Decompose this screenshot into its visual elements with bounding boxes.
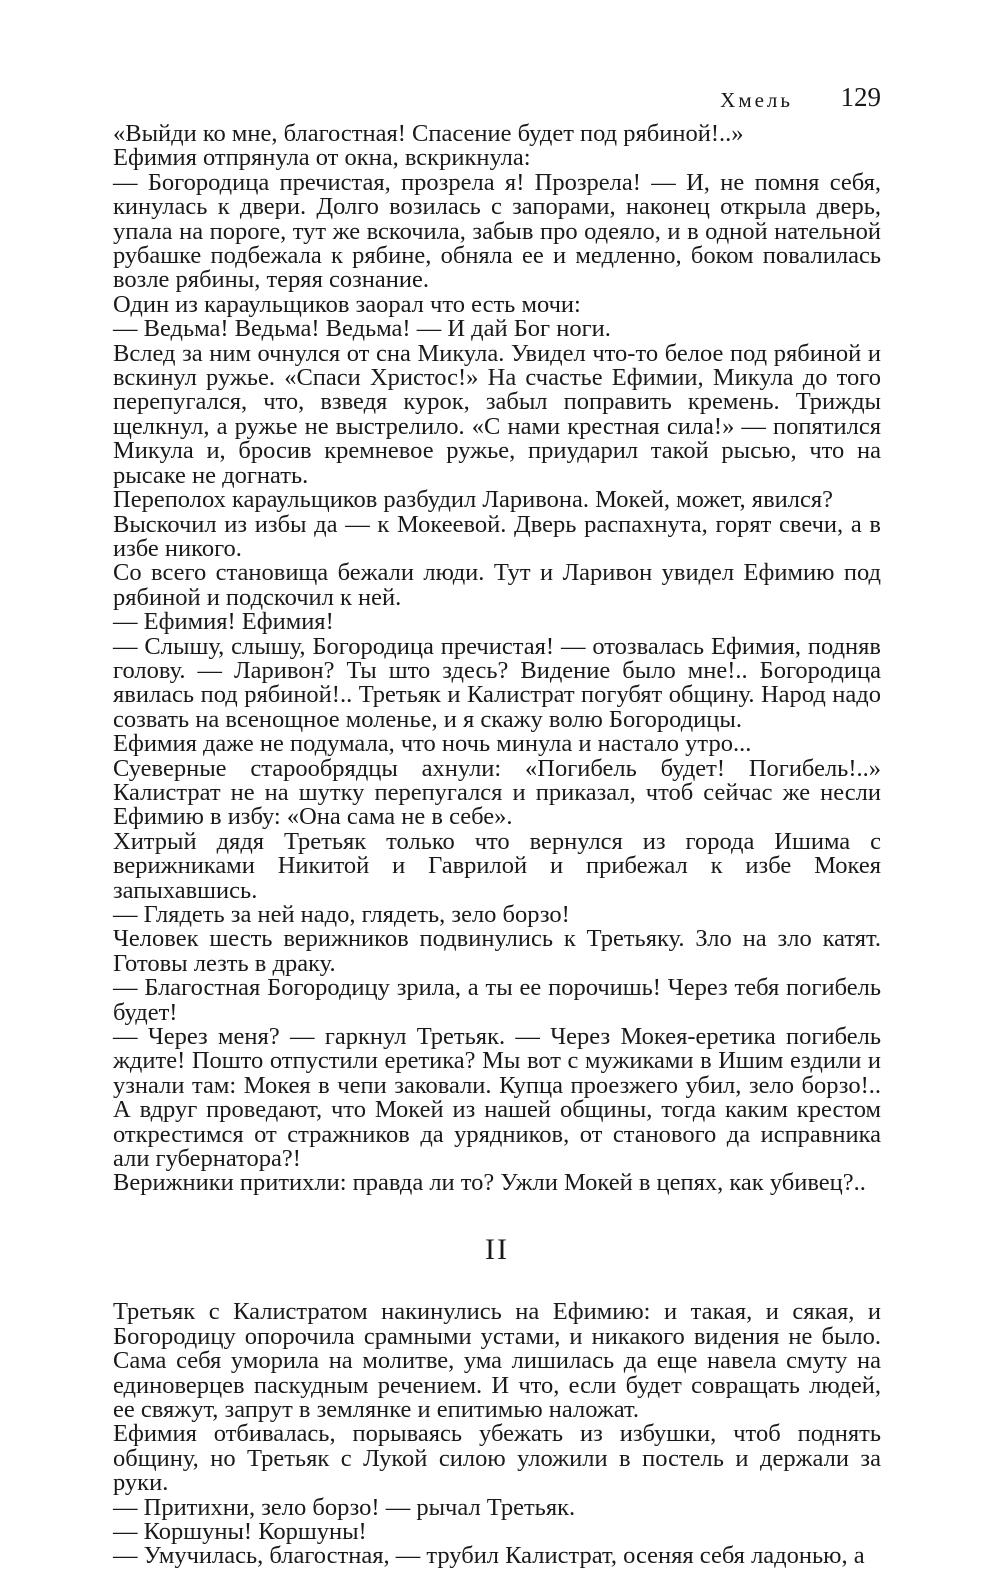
paragraph: Один из караульщиков заорал что есть мочи: [113,290,581,318]
paragraph: Ефимия отпрянула от окна, вскрикнула: [113,144,531,172]
paragraph: Человек шесть верижников подвинулись к Третьяку. Зло на зло катят. Готовы лезть в драку. [113,925,881,977]
paragraph: — Слышу, слышу, Богородица пречистая! — отозвалась Ефимия, подняв голову. — Ларивон? Ты што здесь? Видение было мне!.. Богородица явилась под рябиной!.. Третьяк и Калистрат погубят общину. Народ надо созвать на всенощное моленье, и я скажу волю Богородицы. [113,632,881,733]
book-page [113,82,881,1569]
paragraph: Переполох караульщиков разбудил Ларивона. Мокей, может, явился? [113,486,833,514]
paragraph: — Коршуны! Коршуны! [113,1517,367,1545]
page-number: 129 [840,82,881,112]
paragraph: Со всего становища бежали люди. Тут и Ларивон увидел Ефимию под рябиной и подскочил к ней. [113,559,881,611]
paragraph: «Выйди ко мне, благостная! Спасение будет под рябиной!..» [113,120,744,147]
paragraph: — Умучилась, благостная, — трубил Калистрат, осеняя себя ладонью, а [113,1542,865,1569]
paragraph: — Ведьма! Ведьма! Ведьма! — И дай Бог ноги. [113,315,611,343]
paragraph: — Притихни, зело борзо! — рычал Третьяк. [113,1493,576,1521]
paragraph: Ефимия даже не подумала, что ночь минула и настало утро... [113,730,752,758]
paragraph: Хитрый дядя Третьяк только что вернулся из города Ишима с верижниками Никитой и Гаврилой и прибежал к избе Мокея запыхавшись. [113,827,881,904]
paragraph: Третьяк с Калистратом накинулись на Ефимию: и такая, и сякая, и Богородицу опорочила срамными устами, и никакого видения не было. Сама себя уморила на молитве, ума лишилась да еще навела смуту на единоверцев паскудным речением. И что, если будет совращать людей, ее свяжут, запрут в землянке и епитимью наложат. [113,1298,881,1423]
paragraph: Вслед за ним очнулся от сна Микула. Увидел что-то белое под рябиной и вскинул ружье. «Спаси Христос!» На счастье Ефимии, Микула до того перепугался, что, взведя курок, забыл поправить кремень. Трижды щелкнул, а ружье не выстрелило. «С нами крестная сила!» — попятился Микула и, бросив кремневое ружье, приударил такой рысью, что на рысаке не догнать. [113,339,881,489]
chapter-heading: II [485,1232,509,1266]
body-text [113,122,881,1569]
paragraph: — Ефимия! Ефимия! [113,608,334,636]
paragraph: — Благостная Богородицу зрила, а ты ее порочишь! Через тебя погибель будет! [113,974,881,1026]
paragraph: — Через меня? — гаркнул Третьяк. — Через Мокея-еретика погибель ждите! Пошто отпустили еретика? Мы вот с мужиками в Ишим ездили и узнали там: Мокея в чепи заковали. Купца проезжего убил, зело борзо!.. А вдруг проведают, что Мокей из нашей общины, тогда каким крестом открестимся от стражников да урядников, от станового да исправника али губернатора?! [113,1023,881,1173]
paragraph: Ефимия отбивалась, порываясь убежать из избушки, чтоб поднять общину, но Третьяк с Лукой силою уложили в постель и держали за руки. [113,1420,881,1497]
page-header [113,82,881,116]
paragraph: — Богородица пречистая, прозрела я! Прозрела! — И, не помня себя, кинулась к двери. Долго возилась с запорами, наконец открыла дверь, упала на пороге, тут же вскочила, забыв про одеяло, и в одной нательной рубашке подбежала к рябине, обняла ее и медленно, боком повалилась возле рябины, теряя сознание. [113,168,881,294]
paragraph: Верижники притихли: правда ли то? Ужли Мокей в цепях, как убивец?.. [113,1169,866,1197]
paragraph: Суеверные старообрядцы ахнули: «Погибель будет! Погибель!..» Калистрат не на шутку перепугался и приказал, чтоб сейчас же несли Ефимию в избу: «Она сама не в себе». [113,754,881,831]
paragraph: Выскочил из избы да — к Мокеевой. Дверь распахнута, горят свечи, а в избе никого. [113,510,881,562]
running-title: Хмель [720,88,793,112]
paragraph: — Глядеть за ней надо, глядеть, зело борзо! [113,901,570,928]
